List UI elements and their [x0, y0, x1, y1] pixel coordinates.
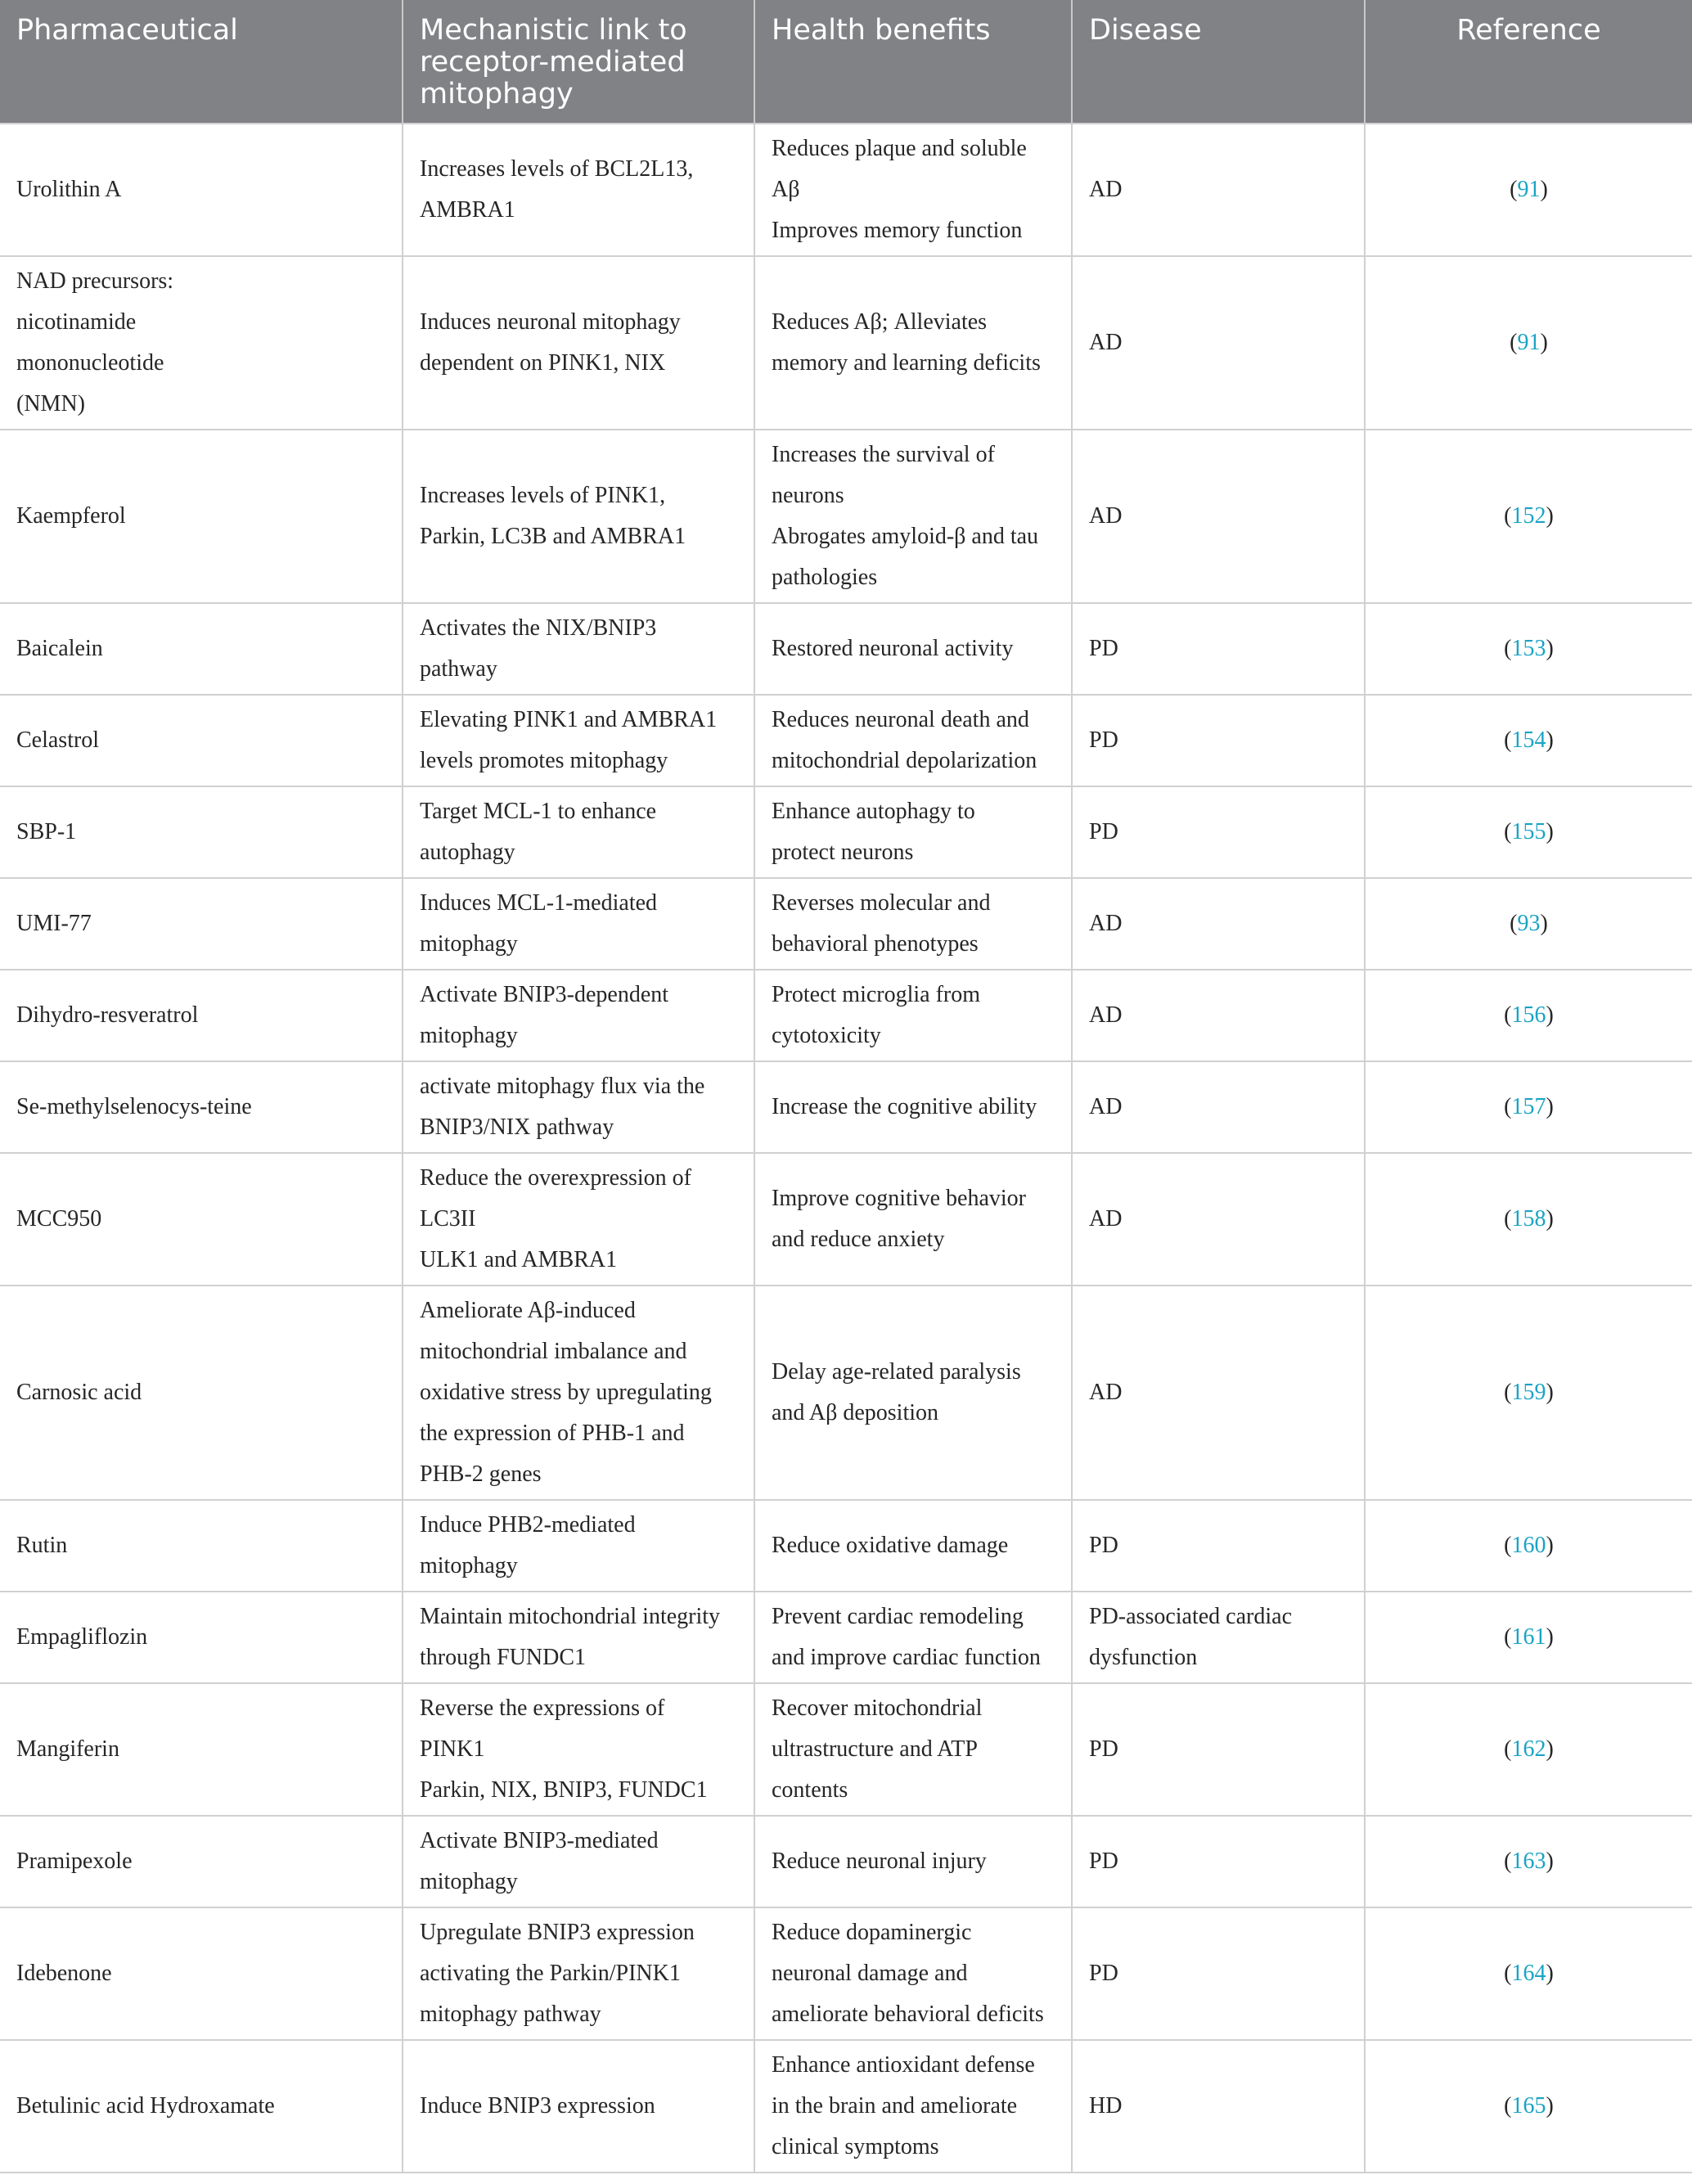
- cell-text-line: Maintain mitochondrial integrity: [420, 1604, 721, 1629]
- cell-text-line: memory and learning deficits: [772, 350, 1041, 376]
- header-text-line: Reference: [1456, 14, 1601, 47]
- reference-close-paren: ): [1540, 330, 1548, 355]
- disease-cell: [1072, 124, 1365, 256]
- reference-cell: [1365, 970, 1692, 1061]
- reference-open-paren: (: [1504, 636, 1512, 661]
- header-row: [0, 0, 1692, 124]
- cell-text-line: Dihydro-resveratrol: [16, 1002, 199, 1028]
- cell-text-line: mitophagy: [420, 1869, 518, 1894]
- reference-link[interactable]: 157: [1511, 1094, 1546, 1119]
- health-benefits-cell: [754, 1061, 1072, 1153]
- reference-open-paren: (: [1504, 1533, 1512, 1558]
- header-text-line: Health benefits: [772, 14, 991, 47]
- header-text-line: Mechanistic link to: [420, 14, 687, 47]
- pharmaceutical-cell: [0, 1816, 403, 1907]
- pharmaceutical-cell: [0, 256, 403, 430]
- disease-cell: [1072, 1153, 1365, 1286]
- cell-text-line: pathway: [420, 656, 497, 682]
- health-benefits-cell: [754, 603, 1072, 695]
- cell-text-line: and Aβ deposition: [772, 1400, 939, 1425]
- cell-text-line: neurons: [772, 483, 844, 508]
- reference-cell: [1365, 2040, 1692, 2173]
- pharmaceutical-cell: [0, 878, 403, 970]
- cell-text-line: and reduce anxiety: [772, 1227, 945, 1252]
- reference-close-paren: ): [1546, 1094, 1554, 1119]
- cell-text-line: Reduce neuronal injury: [772, 1849, 987, 1874]
- health-benefits-cell: [754, 1907, 1072, 2040]
- cell-text-line: Reduces Aβ; Alleviates: [772, 309, 988, 335]
- pharmaceutical-cell: [0, 124, 403, 256]
- reference-cell: [1365, 430, 1692, 603]
- mechanism-cell: [403, 430, 754, 603]
- reference-cell: [1365, 124, 1692, 256]
- reference-close-paren: ): [1546, 636, 1554, 661]
- cell-text-line: PHB-2 genes: [420, 1461, 542, 1487]
- cell-text-line: ULK1 and AMBRA1: [420, 1247, 618, 1272]
- reference-open-paren: (: [1510, 330, 1518, 355]
- reference-cell: [1365, 1907, 1692, 2040]
- cell-text-line: PD: [1089, 727, 1118, 753]
- cell-text-line: Increases levels of PINK1,: [420, 483, 666, 508]
- cell-text-line: Parkin, NIX, BNIP3, FUNDC1: [420, 1777, 708, 1803]
- cell-text-line: AD: [1089, 503, 1123, 529]
- mechanism-cell: [403, 1907, 754, 2040]
- cell-text-line: MCC950: [16, 1206, 102, 1232]
- reference-cell: [1365, 1061, 1692, 1153]
- cell-text-line: SBP-1: [16, 819, 77, 844]
- cell-text-line: Rutin: [16, 1533, 68, 1558]
- health-benefits-cell: [754, 786, 1072, 878]
- cell-text-line: PD: [1089, 1533, 1118, 1558]
- reference-cell: [1365, 603, 1692, 695]
- reference-open-paren: (: [1504, 2093, 1512, 2119]
- cell-text-line: Baicalein: [16, 636, 103, 661]
- cell-text-line: behavioral phenotypes: [772, 931, 979, 957]
- table-row: [0, 124, 1692, 256]
- cell-text-line: AD: [1089, 1380, 1123, 1405]
- health-benefits-cell: [754, 256, 1072, 430]
- disease-cell: [1072, 1683, 1365, 1816]
- reference-link[interactable]: 153: [1511, 636, 1546, 661]
- health-benefits-cell: [754, 1816, 1072, 1907]
- table-row: [0, 430, 1692, 603]
- reference-link[interactable]: 163: [1511, 1849, 1546, 1874]
- reference-close-paren: ): [1546, 1961, 1554, 1986]
- cell-text-line: PD: [1089, 819, 1118, 844]
- reference-open-paren: (: [1504, 1736, 1512, 1762]
- table-row: [0, 970, 1692, 1061]
- cell-text-line: mitophagy: [420, 1553, 518, 1578]
- health-benefits-cell: [754, 878, 1072, 970]
- reference-open-paren: (: [1504, 1961, 1512, 1986]
- table-row: [0, 786, 1692, 878]
- disease-cell: [1072, 786, 1365, 878]
- cell-text-line: Celastrol: [16, 727, 100, 753]
- cell-text-line: in the brain and ameliorate: [772, 2093, 1018, 2119]
- table-row: [0, 695, 1692, 786]
- health-benefits-cell: [754, 1500, 1072, 1592]
- mechanism-cell: [403, 1592, 754, 1683]
- disease-cell: [1072, 1500, 1365, 1592]
- table-row: [0, 1153, 1692, 1286]
- cell-text-line: neuronal damage and: [772, 1961, 968, 1986]
- cell-text-line: mononucleotide: [16, 350, 164, 376]
- pharmaceutical-cell: [0, 1500, 403, 1592]
- cell-text-line: Recover mitochondrial: [772, 1695, 983, 1721]
- cell-text-line: Carnosic acid: [16, 1380, 142, 1405]
- cell-text-line: NAD precursors:: [16, 268, 174, 294]
- cell-text-line: Protect microglia from: [772, 982, 981, 1007]
- cell-text-line: Reduce the overexpression of: [420, 1165, 691, 1191]
- reference-close-paren: ): [1546, 1624, 1554, 1650]
- cell-text-line: Activates the NIX/BNIP3: [420, 615, 657, 641]
- health-benefits-cell: [754, 430, 1072, 603]
- pharmaceutical-cell: [0, 1683, 403, 1816]
- cell-text-line: Induces MCL-1-mediated: [420, 890, 658, 916]
- health-benefits-cell: [754, 1683, 1072, 1816]
- reference-link[interactable]: 164: [1511, 1961, 1546, 1986]
- pharmaceutical-cell: [0, 786, 403, 878]
- disease-cell: [1072, 430, 1365, 603]
- cell-text-line: Kaempferol: [16, 503, 126, 529]
- cell-text-line: Increase the cognitive ability: [772, 1094, 1037, 1119]
- reference-link[interactable]: 158: [1511, 1206, 1546, 1232]
- reference-link[interactable]: 160: [1511, 1533, 1546, 1558]
- cell-text-line: dysfunction: [1089, 1645, 1198, 1670]
- cell-text-line: mitochondrial imbalance and: [420, 1339, 687, 1364]
- cell-text-line: (NMN): [16, 391, 85, 417]
- reference-cell: [1365, 1286, 1692, 1500]
- reference-open-paren: (: [1504, 1849, 1512, 1874]
- reference-close-paren: ): [1546, 819, 1554, 844]
- disease-cell: [1072, 1061, 1365, 1153]
- cell-text-line: ameliorate behavioral deficits: [772, 2002, 1044, 2027]
- table-row: [0, 1683, 1692, 1816]
- disease-cell: [1072, 1286, 1365, 1500]
- cell-text-line: protect neurons: [772, 840, 914, 865]
- cell-text-line: AD: [1089, 1206, 1123, 1232]
- pharmaceutical-cell: [0, 1153, 403, 1286]
- cell-text-line: Improve cognitive behavior: [772, 1186, 1027, 1211]
- pharmaceutical-cell: [0, 695, 403, 786]
- reference-close-paren: ): [1546, 1206, 1554, 1232]
- header-reference: [1365, 0, 1692, 124]
- cell-text-line: PINK1: [420, 1736, 485, 1762]
- reference-open-paren: (: [1510, 177, 1518, 202]
- cell-text-line: Target MCL-1 to enhance: [420, 799, 657, 824]
- reference-link[interactable]: 91: [1517, 330, 1541, 355]
- reference-link[interactable]: 93: [1517, 911, 1541, 936]
- reference-close-paren: ): [1540, 911, 1548, 936]
- reference-close-paren: ): [1546, 1533, 1554, 1558]
- cell-text-line: Reduces neuronal death and: [772, 707, 1029, 732]
- pharmaceutical-cell: [0, 1592, 403, 1683]
- health-benefits-cell: [754, 970, 1072, 1061]
- header-text-line: Pharmaceutical: [16, 14, 238, 47]
- table-row: [0, 1592, 1692, 1683]
- mechanism-cell: [403, 1816, 754, 1907]
- reference-close-paren: ): [1546, 503, 1554, 529]
- reference-link[interactable]: 161: [1511, 1624, 1546, 1650]
- cell-text-line: Reduce dopaminergic: [772, 1920, 972, 1945]
- cell-text-line: levels promotes mitophagy: [420, 748, 668, 773]
- table-header: [0, 0, 1692, 124]
- health-benefits-cell: [754, 2040, 1072, 2173]
- mechanism-cell: [403, 1153, 754, 1286]
- reference-open-paren: (: [1510, 911, 1518, 936]
- disease-cell: [1072, 603, 1365, 695]
- cell-text-line: activating the Parkin/PINK1: [420, 1961, 681, 1986]
- table-row: [0, 1816, 1692, 1907]
- cell-text-line: AD: [1089, 330, 1123, 355]
- mechanism-cell: [403, 970, 754, 1061]
- reference-close-paren: ): [1546, 1002, 1554, 1028]
- health-benefits-cell: [754, 1592, 1072, 1683]
- cell-text-line: clinical symptoms: [772, 2134, 939, 2159]
- table-row: [0, 256, 1692, 430]
- disease-cell: [1072, 2040, 1365, 2173]
- mechanism-cell: [403, 695, 754, 786]
- table-row: [0, 2040, 1692, 2173]
- pharmaceutical-cell: [0, 970, 403, 1061]
- cell-text-line: Empagliflozin: [16, 1624, 148, 1650]
- reference-cell: [1365, 786, 1692, 878]
- cell-text-line: AD: [1089, 911, 1123, 936]
- health-benefits-cell: [754, 695, 1072, 786]
- cell-text-line: mitophagy pathway: [420, 2002, 601, 2027]
- cell-text-line: Activate BNIP3-mediated: [420, 1828, 659, 1853]
- cell-text-line: Mangiferin: [16, 1736, 119, 1762]
- reference-cell: [1365, 1816, 1692, 1907]
- reference-cell: [1365, 1500, 1692, 1592]
- cell-text-line: Induce BNIP3 expression: [420, 2093, 655, 2119]
- reference-close-paren: ): [1546, 1849, 1554, 1874]
- pharmaceutical-cell: [0, 430, 403, 603]
- mechanism-cell: [403, 256, 754, 430]
- reference-close-paren: ): [1546, 1736, 1554, 1762]
- cell-text-line: Upregulate BNIP3 expression: [420, 1920, 695, 1945]
- header-health-benefits: [754, 0, 1072, 124]
- cell-text-line: Idebenone: [16, 1961, 112, 1986]
- cell-text-line: Prevent cardiac remodeling: [772, 1604, 1024, 1629]
- cell-text-line: oxidative stress by upregulating: [420, 1380, 712, 1405]
- cell-text-line: Aβ: [772, 177, 800, 202]
- cell-text-line: dependent on PINK1, NIX: [420, 350, 666, 376]
- reference-link[interactable]: 152: [1511, 503, 1546, 529]
- header-text-line: mitophagy: [420, 78, 574, 110]
- pharmaceutical-cell: [0, 603, 403, 695]
- cell-text-line: Reverses molecular and: [772, 890, 991, 916]
- disease-cell: [1072, 1592, 1365, 1683]
- reference-open-paren: (: [1504, 1094, 1512, 1119]
- cell-text-line: Enhance antioxidant defense: [772, 2052, 1035, 2078]
- cell-text-line: BNIP3/NIX pathway: [420, 1115, 614, 1140]
- cell-text-line: AD: [1089, 177, 1123, 202]
- cell-text-line: cytotoxicity: [772, 1023, 881, 1048]
- cell-text-line: mitophagy: [420, 931, 518, 957]
- cell-text-line: Reduce oxidative damage: [772, 1533, 1009, 1558]
- cell-text-line: HD: [1089, 2093, 1123, 2119]
- pharmaceutical-cell: [0, 1061, 403, 1153]
- header-pharmaceutical: [0, 0, 403, 124]
- cell-text-line: Se-methylselenocys-teine: [16, 1094, 252, 1119]
- reference-open-paren: (: [1504, 727, 1512, 753]
- cell-text-line: and improve cardiac function: [772, 1645, 1041, 1670]
- mechanism-cell: [403, 603, 754, 695]
- mechanism-cell: [403, 1061, 754, 1153]
- cell-text-line: AD: [1089, 1002, 1123, 1028]
- cell-text-line: Induce PHB2-mediated: [420, 1512, 636, 1538]
- cell-text-line: contents: [772, 1777, 848, 1803]
- cell-text-line: UMI-77: [16, 911, 92, 936]
- cell-text-line: Increases levels of BCL2L13,: [420, 156, 694, 182]
- cell-text-line: autophagy: [420, 840, 515, 865]
- cell-text-line: Urolithin A: [16, 177, 122, 202]
- disease-cell: [1072, 256, 1365, 430]
- cell-text-line: Delay age-related paralysis: [772, 1359, 1021, 1385]
- mechanism-cell: [403, 124, 754, 256]
- table-row: [0, 603, 1692, 695]
- cell-text-line: PD-associated cardiac: [1089, 1604, 1292, 1629]
- disease-cell: [1072, 878, 1365, 970]
- disease-cell: [1072, 695, 1365, 786]
- cell-text-line: the expression of PHB-1 and: [420, 1421, 685, 1446]
- table-body: [0, 124, 1692, 2173]
- cell-text-line: Activate BNIP3-dependent: [420, 982, 669, 1007]
- reference-close-paren: ): [1540, 177, 1548, 202]
- health-benefits-cell: [754, 124, 1072, 256]
- mechanism-cell: [403, 878, 754, 970]
- table-row: [0, 878, 1692, 970]
- reference-open-paren: (: [1504, 819, 1512, 844]
- cell-text-line: nicotinamide: [16, 309, 137, 335]
- cell-text-line: Reduces plaque and soluble: [772, 136, 1027, 161]
- pharmaceutical-cell: [0, 1286, 403, 1500]
- health-benefits-cell: [754, 1286, 1072, 1500]
- cell-text-line: ultrastructure and ATP: [772, 1736, 978, 1762]
- cell-text-line: Betulinic acid Hydroxamate: [16, 2093, 275, 2119]
- cell-text-line: PD: [1089, 636, 1118, 661]
- cell-text-line: PD: [1089, 1849, 1118, 1874]
- cell-text-line: Enhance autophagy to: [772, 799, 975, 824]
- reference-open-paren: (: [1504, 503, 1512, 529]
- cell-text-line: Induces neuronal mitophagy: [420, 309, 681, 335]
- cell-text-line: mitochondrial depolarization: [772, 748, 1037, 773]
- pharmaceutical-cell: [0, 2040, 403, 2173]
- cell-text-line: Parkin, LC3B and AMBRA1: [420, 524, 686, 549]
- reference-link[interactable]: 91: [1517, 177, 1541, 202]
- table-row: [0, 1286, 1692, 1500]
- reference-open-paren: (: [1504, 1206, 1512, 1232]
- mechanism-cell: [403, 2040, 754, 2173]
- mechanism-cell: [403, 1286, 754, 1500]
- cell-text-line: Improves memory function: [772, 218, 1023, 243]
- cell-text-line: Increases the survival of: [772, 442, 995, 467]
- header-text-line: Disease: [1089, 14, 1202, 47]
- header-text-line: receptor-mediated: [420, 46, 686, 79]
- reference-cell: [1365, 1683, 1692, 1816]
- reference-link[interactable]: 155: [1511, 819, 1546, 844]
- table-row: [0, 1500, 1692, 1592]
- pharmaceutical-cell: [0, 1907, 403, 2040]
- reference-open-paren: (: [1504, 1380, 1512, 1405]
- reference-link[interactable]: 159: [1511, 1380, 1546, 1405]
- header-disease: [1072, 0, 1365, 124]
- disease-cell: [1072, 1816, 1365, 1907]
- reference-close-paren: ): [1546, 1380, 1554, 1405]
- cell-text-line: Elevating PINK1 and AMBRA1: [420, 707, 718, 732]
- cell-text-line: activate mitophagy flux via the: [420, 1074, 705, 1099]
- cell-text-line: Ameliorate Aβ-induced: [420, 1298, 636, 1323]
- cell-text-line: PD: [1089, 1736, 1118, 1762]
- mechanism-cell: [403, 1683, 754, 1816]
- cell-text-line: Pramipexole: [16, 1849, 133, 1874]
- cell-text-line: AD: [1089, 1094, 1123, 1119]
- mechanism-cell: [403, 1500, 754, 1592]
- table-row: [0, 1061, 1692, 1153]
- reference-open-paren: (: [1504, 1002, 1512, 1028]
- cell-text-line: Reverse the expressions of: [420, 1695, 665, 1721]
- reference-link[interactable]: 154: [1511, 727, 1546, 753]
- reference-close-paren: ): [1546, 727, 1554, 753]
- health-benefits-cell: [754, 1153, 1072, 1286]
- disease-cell: [1072, 970, 1365, 1061]
- cell-text-line: AMBRA1: [420, 197, 515, 223]
- reference-cell: [1365, 1592, 1692, 1683]
- mechanism-cell: [403, 786, 754, 878]
- reference-close-paren: ): [1546, 2093, 1554, 2119]
- table-row: [0, 1907, 1692, 2040]
- cell-text-line: PD: [1089, 1961, 1118, 1986]
- disease-cell: [1072, 1907, 1365, 2040]
- reference-cell: [1365, 878, 1692, 970]
- cell-text-line: Abrogates amyloid-β and tau: [772, 524, 1039, 549]
- cell-text-line: LC3II: [420, 1206, 476, 1232]
- reference-link[interactable]: 156: [1511, 1002, 1546, 1028]
- cell-text-line: pathologies: [772, 565, 878, 590]
- cell-text-line: through FUNDC1: [420, 1645, 587, 1670]
- reference-cell: [1365, 695, 1692, 786]
- reference-link[interactable]: 165: [1511, 2093, 1546, 2119]
- reference-cell: [1365, 1153, 1692, 1286]
- header-mechanism: [403, 0, 754, 124]
- cell-text-line: Restored neuronal activity: [772, 636, 1014, 661]
- reference-open-paren: (: [1504, 1624, 1512, 1650]
- reference-link[interactable]: 162: [1511, 1736, 1546, 1762]
- reference-cell: [1365, 256, 1692, 430]
- cell-text-line: mitophagy: [420, 1023, 518, 1048]
